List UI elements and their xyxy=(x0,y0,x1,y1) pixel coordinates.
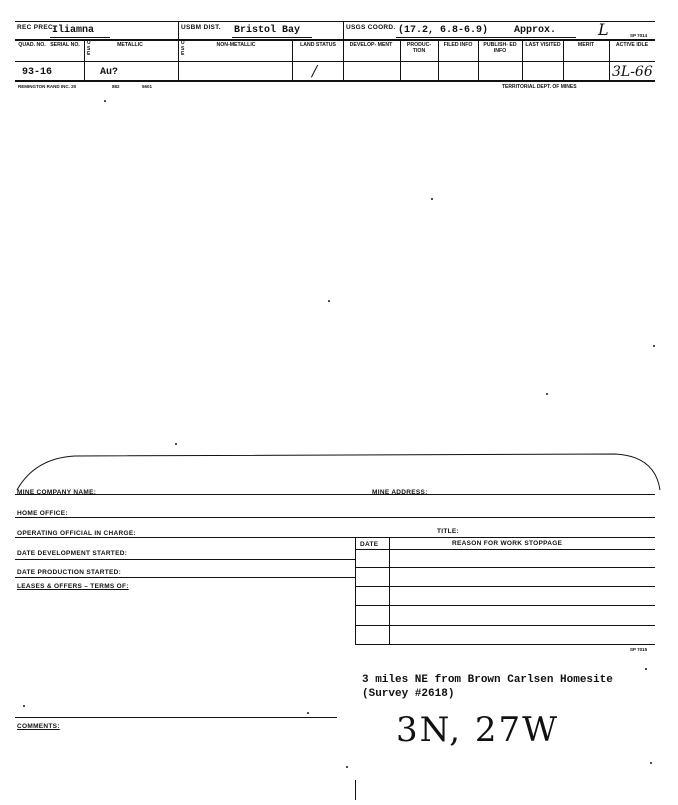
rule xyxy=(15,537,655,538)
col-use-metallic: U S E xyxy=(87,40,91,57)
handwritten-coordinates: 3N, 27W xyxy=(396,710,560,750)
rule xyxy=(15,717,337,718)
rule xyxy=(478,39,479,81)
col-metallic: METALLIC xyxy=(117,42,143,48)
note-line-2: (Survey #2618) xyxy=(362,688,455,700)
operating-official-label: OPERATING OFFICIAL IN CHARGE: xyxy=(17,530,136,537)
rule xyxy=(355,537,356,645)
rule xyxy=(355,605,655,606)
speck xyxy=(346,766,348,768)
form-number-bottom: SP 7015 xyxy=(630,647,648,652)
col-development: DEVELOP- MENT xyxy=(349,42,393,48)
comments-label: COMMENTS: xyxy=(17,723,60,730)
date-column-header: DATE xyxy=(360,541,379,548)
rule xyxy=(84,39,85,81)
rule xyxy=(292,39,293,81)
col-merit: MERIT xyxy=(577,42,595,48)
col-filed-info: FILED INFO xyxy=(443,42,473,48)
speck xyxy=(546,393,548,395)
quad-serial-value: 93-16 xyxy=(22,67,53,78)
col-use-nonmetallic: U S E xyxy=(181,40,185,57)
form-number-top: SP 7014 xyxy=(630,33,648,38)
rec-prec-label: REC PREC. xyxy=(17,24,56,31)
mine-address-label: MINE ADDRESS: xyxy=(372,489,428,496)
metallic-value: Au? xyxy=(100,67,119,78)
speck xyxy=(307,712,309,714)
usgs-coord-label: USGS COORD. xyxy=(346,24,396,31)
card-edge xyxy=(15,446,665,494)
rule xyxy=(355,549,655,550)
rule xyxy=(178,21,179,81)
rule xyxy=(355,625,655,626)
rule xyxy=(15,80,655,82)
usgs-coord-value: (17.2, 6.8-6.9) xyxy=(398,25,489,36)
col-production: PRODUC- TION xyxy=(406,42,432,54)
speck xyxy=(650,762,652,764)
home-office-label: HOME OFFICE: xyxy=(17,510,68,517)
rule xyxy=(355,567,655,568)
rule xyxy=(355,586,655,587)
rule xyxy=(389,537,390,645)
check-mark: L xyxy=(598,20,609,39)
col-non-metallic: NON-METALLIC xyxy=(216,42,256,48)
rule xyxy=(522,39,523,81)
rule xyxy=(355,644,655,645)
speck xyxy=(431,198,433,200)
col-last-visited: LAST VISITED xyxy=(525,42,561,48)
col-published-info: PUBLISH- ED INFO xyxy=(483,42,517,54)
rule xyxy=(15,39,655,41)
usbm-dist-value: Bristol Bay xyxy=(234,25,301,36)
rule xyxy=(15,577,355,578)
approx-label: Approx. xyxy=(514,25,557,36)
reason-column-header: REASON FOR WORK STOPPAGE xyxy=(452,540,563,547)
land-status-value: / xyxy=(312,62,318,80)
col-serial-no: SERIAL NO. xyxy=(50,42,80,48)
printer-label: REMINGTON RAND INC. 20 xyxy=(18,84,77,89)
mine-company-name-label: MINE COMPANY NAME: xyxy=(17,489,97,496)
rec-prec-value: Iliamna xyxy=(52,25,95,36)
rule xyxy=(15,21,655,22)
rule xyxy=(355,780,356,800)
rule xyxy=(15,517,655,518)
code-2: 5601 xyxy=(142,84,153,89)
rule xyxy=(15,61,655,62)
note-line-1: 3 miles NE from Brown Carlsen Homesite xyxy=(362,674,613,686)
speck xyxy=(645,668,647,670)
code-1: 882 xyxy=(112,84,120,89)
speck xyxy=(175,443,177,445)
speck xyxy=(653,345,655,347)
department-label: TERRITORIAL DEPT. OF MINES xyxy=(502,84,577,90)
typed-underline xyxy=(232,37,312,38)
rule xyxy=(15,559,355,560)
active-idle-value: 3L-66 xyxy=(612,64,653,80)
date-production-label: DATE PRODUCTION STARTED: xyxy=(17,569,122,576)
speck xyxy=(23,705,25,707)
rule xyxy=(438,39,439,81)
usbm-dist-label: USBM DIST. xyxy=(181,24,221,31)
typed-underline xyxy=(50,37,110,38)
col-land-status: LAND STATUS xyxy=(300,42,336,48)
rule xyxy=(400,39,401,81)
rule xyxy=(609,39,610,81)
date-development-label: DATE DEVELOPMENT STARTED: xyxy=(17,550,128,557)
rule xyxy=(343,21,344,81)
rule xyxy=(563,39,564,81)
speck xyxy=(328,300,330,302)
rule xyxy=(15,494,655,495)
leases-offers-label: LEASES & OFFERS – TERMS OF: xyxy=(17,583,129,590)
col-quad-no: QUAD. NO. xyxy=(18,42,46,48)
col-active-idle: ACTIVE IDLE xyxy=(615,42,649,48)
title-label: TITLE: xyxy=(437,528,460,535)
typed-underline xyxy=(396,37,576,38)
speck xyxy=(104,100,106,102)
